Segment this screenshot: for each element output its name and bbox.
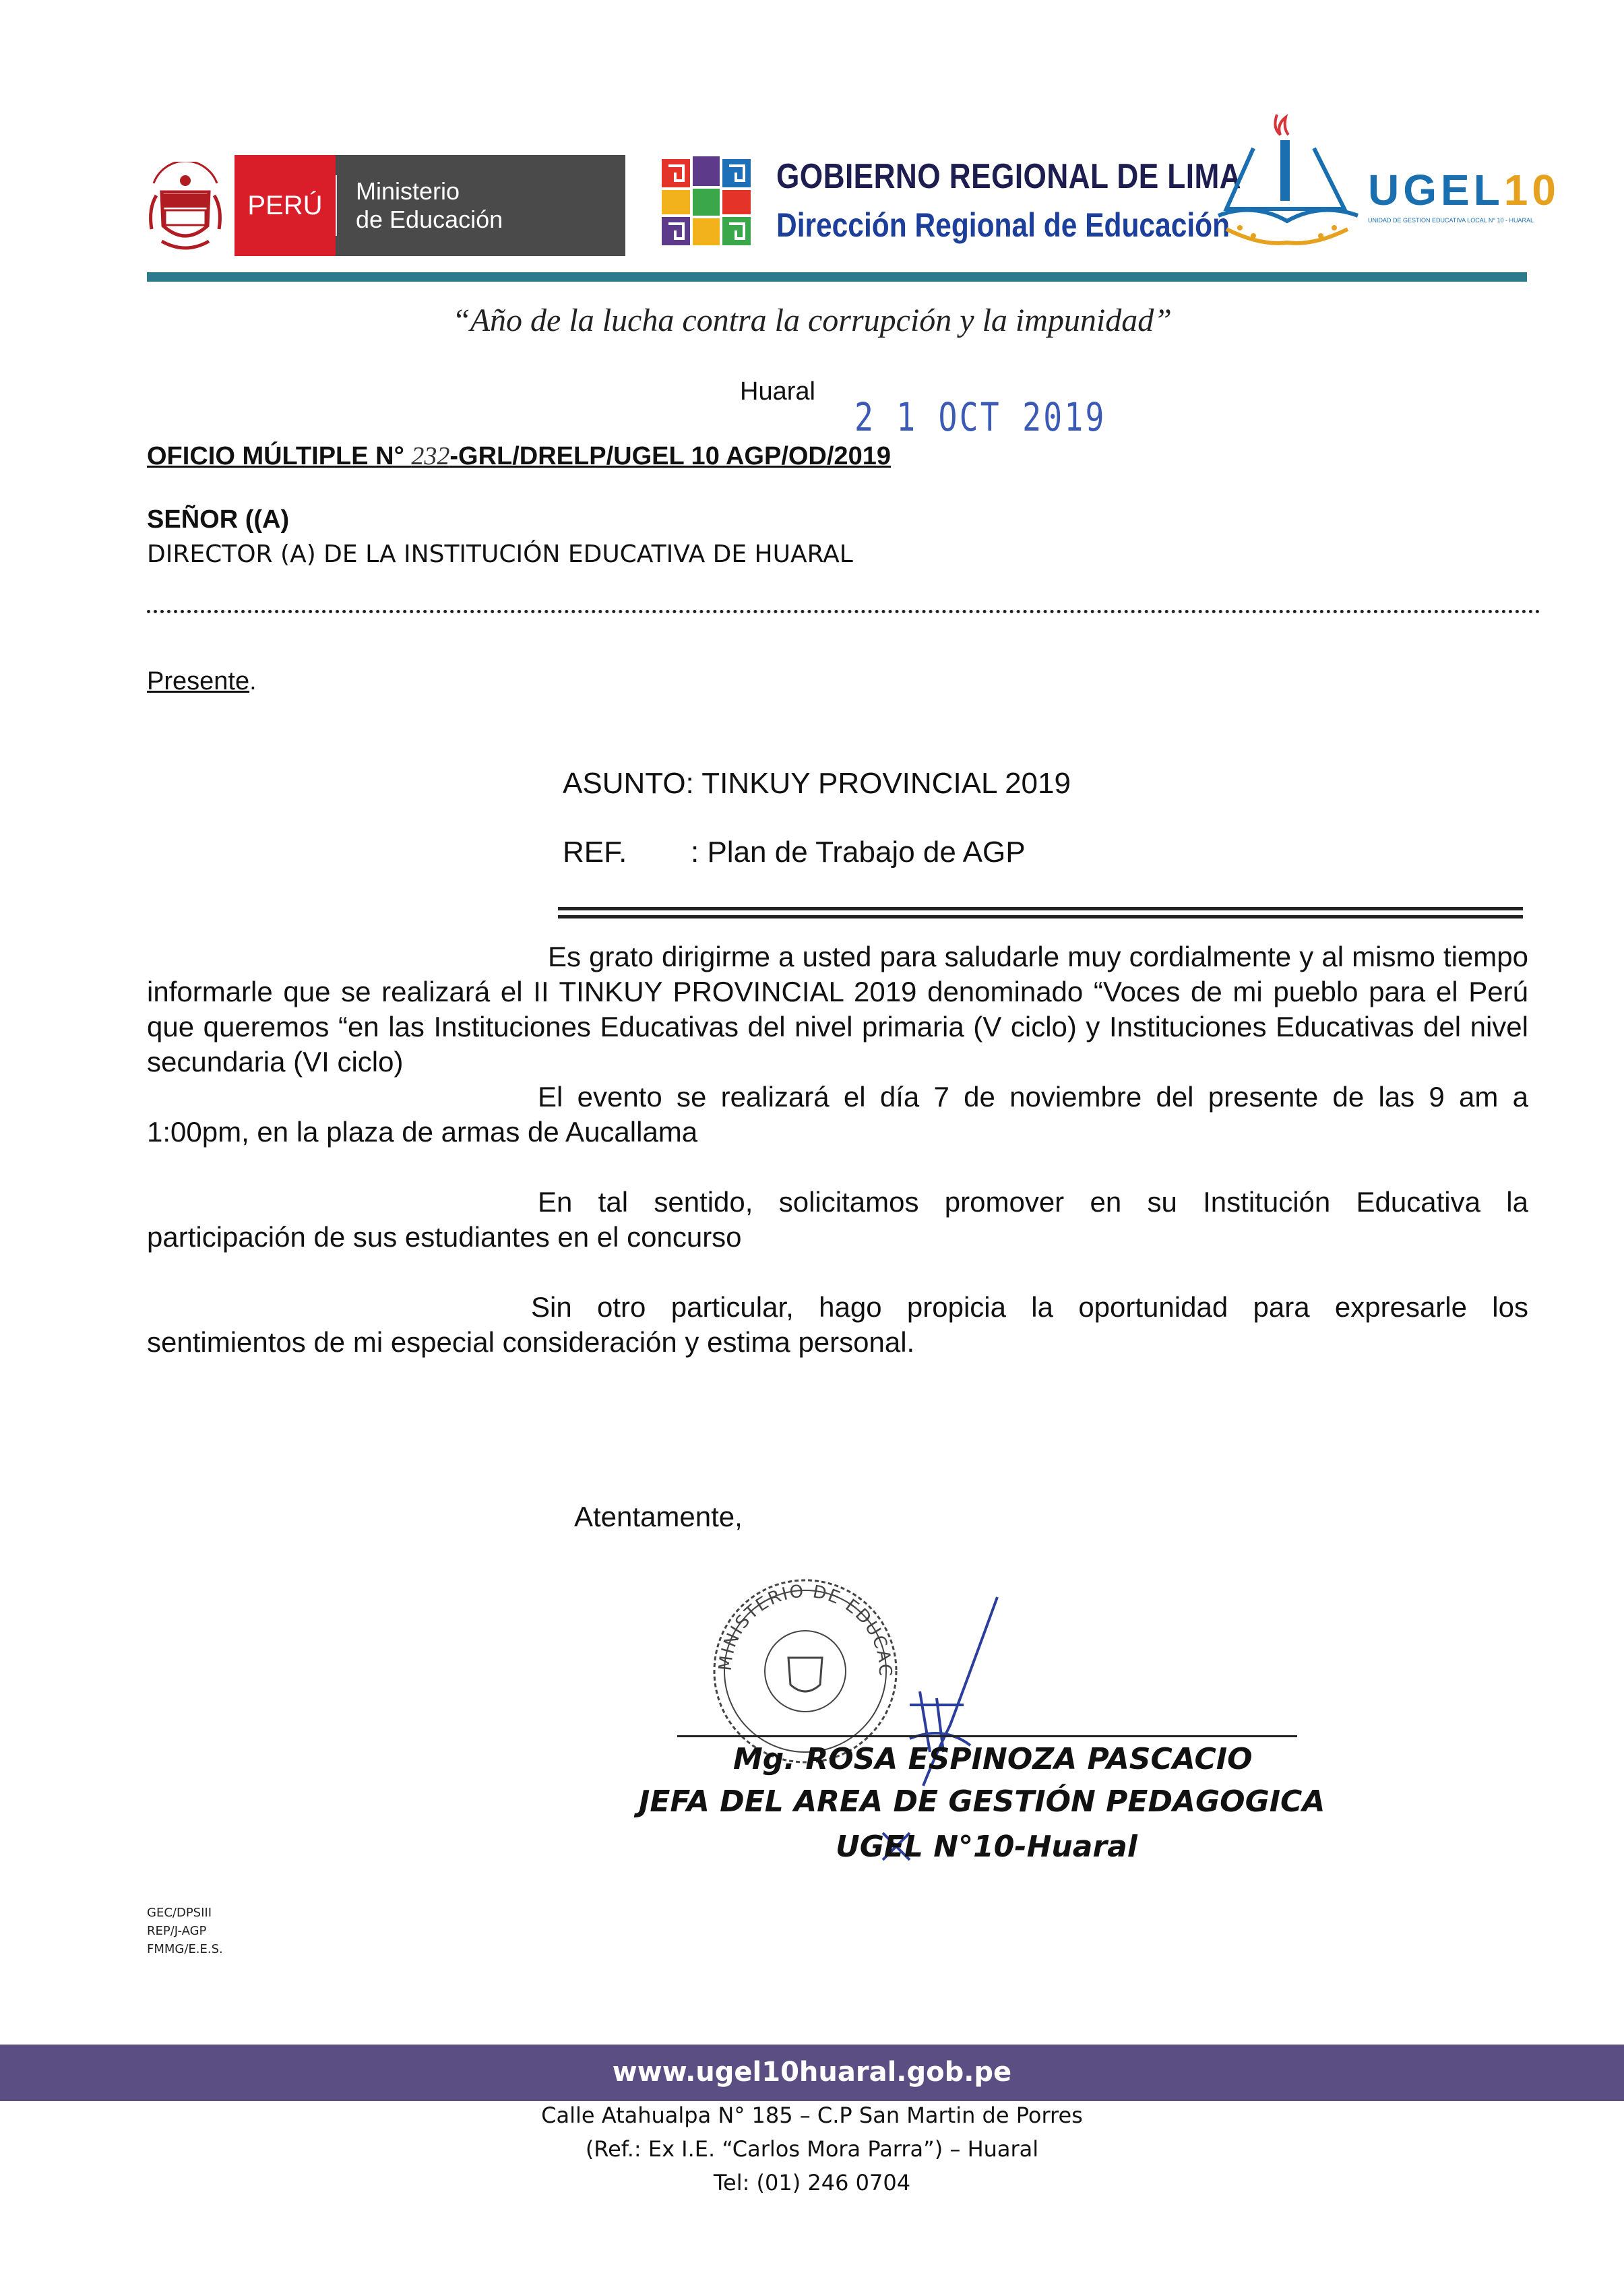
peru-brand-box bbox=[235, 155, 336, 256]
gobierno-regional-logo bbox=[659, 154, 753, 248]
closing: Atentamente, bbox=[574, 1501, 743, 1532]
subject-rule-bottom bbox=[558, 915, 1523, 918]
body-paragraph-4: Sin otro particular, hago propicia la oportunidad para expresarle los sentimientos de mi especial consideración y estima personal. bbox=[147, 1291, 1528, 1358]
oficio-prefix: OFICIO MÚLTIPLE N° bbox=[147, 442, 412, 470]
body-paragraph-3: En tal sentido, solicitamos promover en su Institución Educativa la participación de sus estudiantes en el concurso bbox=[147, 1186, 1528, 1253]
body-paragraph-2: El evento se realizará el día 7 de noviembre del presente de las 9 am a 1:00pm, en la plaza de armas de Aucallama bbox=[147, 1081, 1528, 1148]
peru-coat-of-arms-logo bbox=[142, 162, 229, 256]
header-divider-bar bbox=[147, 272, 1527, 282]
signatory-name: Mg. ROSA ESPINOZA PASCACIO bbox=[733, 1742, 1253, 1776]
reference-label: REF. bbox=[563, 836, 627, 869]
ministry-brand-box bbox=[336, 155, 625, 256]
reference-value: : Plan de Trabajo de AGP bbox=[691, 836, 1026, 869]
seal-text: MINISTERIO DE EDUCAC bbox=[715, 1581, 896, 1678]
oficio-reference bbox=[147, 441, 891, 471]
ministry-line-2: de Educación bbox=[356, 206, 503, 233]
footer-reference: (Ref.: Ex I.E. “Carlos Mora Parra”) – Huaral bbox=[585, 2136, 1039, 2162]
ministry-line-1: Ministerio bbox=[356, 177, 460, 205]
gobierno-regional-title: GOBIERNO REGIONAL DE LIMA bbox=[776, 157, 1242, 196]
peru-label: PERÚ bbox=[247, 190, 323, 220]
ministry-separator bbox=[336, 175, 337, 236]
place-label: Huaral bbox=[740, 377, 815, 406]
subject-rule-top bbox=[558, 907, 1523, 910]
oficio-suffix: -GRL/DRELP/UGEL 10 AGP/OD/2019 bbox=[449, 442, 891, 470]
ugel10-book-logo bbox=[1213, 108, 1368, 256]
date-stamp: 2 1 OCT 2019 bbox=[854, 394, 1106, 440]
signatory-office: UGEL N°10-Huaral bbox=[836, 1830, 1137, 1864]
ugel-prefix: UGEL bbox=[1368, 166, 1504, 214]
dotted-address-line bbox=[147, 610, 1540, 613]
year-motto: “Año de la lucha contra la corrupción y la impunidad” bbox=[452, 303, 1172, 338]
ugel-tagline: UNIDAD DE GESTION EDUCATIVA LOCAL N° 10 - HUARAL bbox=[1368, 217, 1534, 224]
direccion-regional-subtitle: Dirección Regional de Educación bbox=[776, 206, 1230, 244]
presente-line bbox=[147, 667, 257, 696]
oficio-handwritten-number: 232 bbox=[411, 442, 450, 470]
footer-telephone: Tel: (01) 246 0704 bbox=[713, 2170, 911, 2195]
ugel10-title bbox=[1368, 165, 1560, 215]
initials-line-2: REP/J-AGP bbox=[147, 1924, 207, 1938]
svg-text:MINISTERIO DE EDUCACIÓN bbox=[704, 1570, 895, 1677]
initials-line-1: GEC/DPSIII bbox=[147, 1906, 212, 1920]
body-paragraph-1: Es grato dirigirme a usted para saludarle muy cordialmente y al mismo tiempo informarle que se realizará el II TINKUY PROVINCIAL 2019 denominado “Voces de mi pueblo para el Perú que queremos “en las Instituciones Educativas del nivel primaria (V ciclo) y Instituciones Educativas del nivel secundaria (VI ciclo) bbox=[147, 941, 1528, 1078]
signature-line bbox=[677, 1735, 1297, 1737]
footer-website-link[interactable]: www.ugel10huaral.gob.pe bbox=[612, 2057, 1012, 2088]
presente-period: . bbox=[249, 667, 257, 695]
footer-address: Calle Atahualpa N° 185 – C.P San Martin de Porres bbox=[541, 2102, 1083, 2128]
ugel-number: 10 bbox=[1503, 166, 1560, 214]
recipient-line: DIRECTOR (A) DE LA INSTITUCIÓN EDUCATIVA DE HUARAL bbox=[147, 540, 853, 568]
signatory-position: JEFA DEL AREA DE GESTIÓN PEDAGOGICA bbox=[639, 1784, 1325, 1819]
presente-label: Presente bbox=[147, 667, 250, 695]
recipient-salutation: SEÑOR ((A) bbox=[147, 505, 290, 534]
subject-line: ASUNTO: TINKUY PROVINCIAL 2019 bbox=[563, 767, 1071, 800]
initials-line-3: FMMG/E.E.S. bbox=[147, 1942, 223, 1956]
